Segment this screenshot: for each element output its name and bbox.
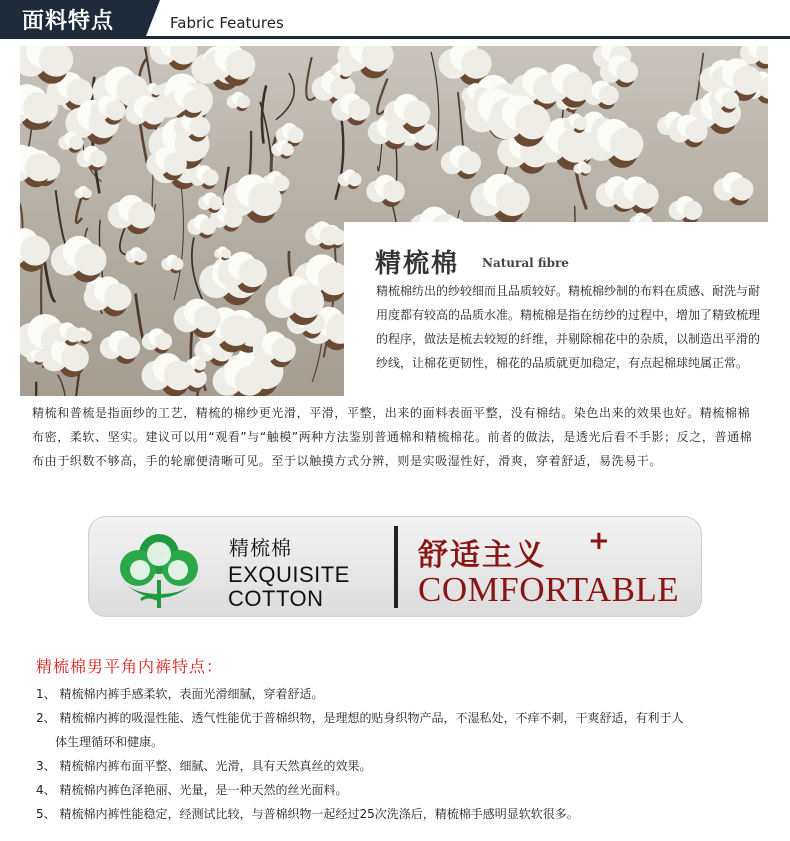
- features-title: 精梳棉男平角内裤特点：: [36, 657, 224, 676]
- cotton-boll: [161, 255, 183, 274]
- feature-item-4: 4、 精梳棉内裤色泽艳丽、光量，是一种天然的丝光面料。: [36, 783, 348, 797]
- cotton-boll: [714, 172, 754, 205]
- feature-item-3: 3、 精梳棉内裤布面平整、细腻、光滑，具有天然真丝的效果。: [36, 759, 372, 773]
- cotton-stem: [192, 237, 202, 299]
- cotton-boll: [669, 196, 703, 224]
- fibre-title: 精梳棉: [375, 249, 460, 279]
- cotton-stem: [56, 190, 70, 249]
- feature-item-2: 2、 精梳棉内裤的吸湿性能、透气性能优于普棉织物，是理想的贴身织物产品，不湿私处，不痒不刺，干爽舒适，有利于人: [36, 711, 684, 725]
- header-divider: [0, 36, 790, 39]
- comfort-label-cn: 舒适主义: [418, 538, 546, 573]
- fibre-description: 精梳棉纺出的纱较细而且品质较好。精梳棉纱制的布料在质感、耐洗与耐用度都有较高的品质水准。精梳棉是指在纺纱的过程中，增加了精致梳理的程序，做法是梳去较短的纤维，并剔除棉花中的杂质，以制造出平滑的纱线，让棉花更韧性，棉花的品质就更加稳定，有点起棉球纯属正常。: [376, 284, 761, 370]
- cotton-boll: [77, 146, 107, 171]
- banner-divider: [394, 526, 398, 608]
- header-subtitle: Fabric Features: [170, 14, 284, 32]
- cotton-boll: [214, 246, 231, 260]
- comparison-paragraph: 精梳和普梳是指面纱的工艺，精梳的棉纱更光滑，平滑，平整，出来的面料表面平整，没有棉结。染色出来的效果也好。精梳棉棉布密，柔软、坚实。建议可以用“观看”与“触模”两种方法鉴别普通棉和精梳棉花。前者的做法，是透光后看不手影；反之，普通棉布由于织数不够高，手的轮廓便清晰可见。至于以触摸方式分辨，则是实吸湿性好，滑爽，穿着舒适，易洗易干。: [32, 406, 753, 468]
- cotton-boll: [108, 195, 155, 234]
- comfort-plus-icon: +: [588, 526, 610, 556]
- cotton-boll: [441, 145, 481, 179]
- cotton-boll: [100, 330, 140, 363]
- feature-item-1: 1、 精梳棉内裤手感柔软，表面光滑细腻，穿着舒适。: [36, 687, 324, 701]
- cotton-boll: [75, 186, 92, 200]
- photo-bottom-edge: [20, 396, 768, 400]
- cotton-boll: [51, 236, 107, 282]
- cotton-boll: [470, 174, 529, 223]
- cotton-boll: [150, 46, 198, 70]
- comfort-label-en: COMFORTABLE: [418, 570, 680, 609]
- header-title: 面料特点: [22, 9, 115, 34]
- fibre-subtitle: Natural fibre: [482, 256, 569, 270]
- cotton-stem: [33, 382, 36, 396]
- cotton-boll: [142, 353, 194, 396]
- cotton-flower-logo-icon: [111, 520, 207, 612]
- header-tab: [0, 0, 146, 36]
- cotton-boll: [366, 175, 405, 207]
- cotton-stem: [276, 73, 294, 120]
- exquisite-label-cn: 精梳棉: [229, 536, 292, 560]
- section-header: [0, 0, 790, 40]
- exquisite-label-en: EXQUISITE: [228, 562, 350, 587]
- cotton-boll: [142, 328, 172, 353]
- cotton-boll: [227, 92, 250, 111]
- feature-item-2-continued: 体生理循环和健康。: [36, 735, 164, 749]
- cotton-stem: [174, 184, 184, 300]
- features-list: [36, 682, 776, 826]
- feature-item-5: 5、 精梳棉内裤性能稳定，经测试比较，与普棉织物一起经过25次洗涤后，精梳棉手感明显软软很多。: [36, 807, 579, 821]
- cotton-boll: [174, 299, 221, 338]
- cotton-label-en: COTTON: [228, 586, 324, 611]
- cotton-boll: [125, 247, 147, 265]
- cotton-boll: [198, 192, 223, 213]
- cotton-stem: [56, 375, 67, 396]
